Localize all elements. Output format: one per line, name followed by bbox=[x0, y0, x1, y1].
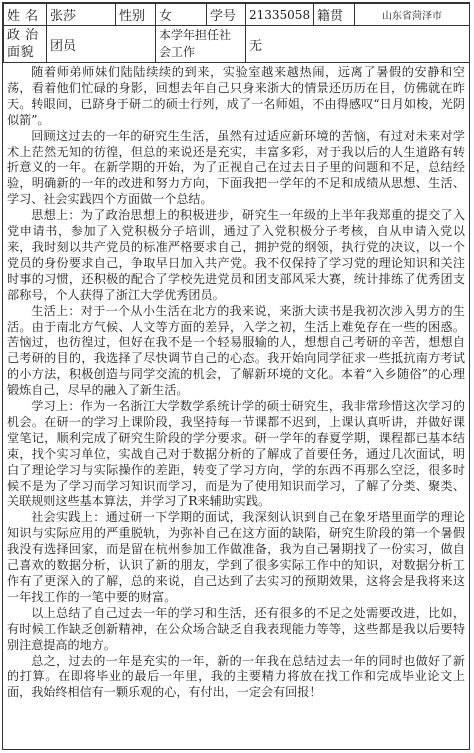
paragraph-study: 学习上：作为一名浙江大学数学系统计学的硕士研究生，我非常珍惜这次学习的机会。在研一的学习上课阶段，我坚持每一节课都不迟到，上课认真听讲，并做好课堂笔记，顺利完成了研究生阶段的学分要求。研一学年的春夏学期，课程都已基本结束，找个实习单位，实战自己对于数据分析的了解成了首要任务，通过几次面试，明白了理论学习与实际操作的差距，转变了学习方向，学的东西不再那么空泛，很多时候不是为了学习而学习知识而学习，而是为了使用知识而学习，了解了分类、聚类、关联规则这些基本算法，并学习了R来辅助实践。 bbox=[7, 399, 465, 509]
paragraph-conclusion: 总之，过去的一年是充实的一年，新的一年我在总结过去一年的同时也做好了新的打算。在即将毕业的最后一年里，我的主要精力将放在找工作和完成毕业论文上面，我始终相信有一颗乐观的心，有付出，一定会有回报！ bbox=[7, 653, 465, 700]
student-id-label: 学号 bbox=[207, 4, 246, 26]
summary-form bbox=[2, 2, 470, 750]
political-status-label: 政 治面貌 bbox=[4, 26, 47, 63]
summary-body bbox=[3, 63, 469, 701]
name-value: 张莎 bbox=[47, 4, 116, 26]
gender-label: 性别 bbox=[116, 4, 156, 26]
social-work-value: 无 bbox=[246, 26, 470, 63]
paragraph-review: 回顾这过去的一年的研究生生活，虽然有过适应新环境的苦恼，有过对未来对学术上茫然无知的彷徨，但总的来说还是充实，丰富多彩，对于我以后的人生道路有转折意义的一年。在新学期的开始，为了正视自己在过去日子里的问题和不足，总结经验，明确新的一年的改进和努力方向，下面我把一学年的不足和成绩从思想、生活、学习、社会实践四个方面做一个总结。 bbox=[7, 128, 465, 207]
info-row-1 bbox=[4, 4, 470, 26]
origin-value: 山东省菏泽市 bbox=[355, 4, 470, 26]
origin-label: 籍贯 bbox=[314, 4, 355, 26]
political-status-value: 团员 bbox=[47, 26, 156, 63]
paragraph-intro: 随着师弟师妹们陆陆续续的到来，实验室越来越热闹，远离了暑假的安静和空荡，看着他们忙碌的身影，回想去年自己只身来浙大的情景还历历在目，仿佛就在昨天。转眼间，已跻身于研二的硕士行列，成了一名师姐，不由得感叹“日月如梭，光阴似箭”。 bbox=[7, 65, 465, 127]
social-work-label: 本学年担任社会工作 bbox=[156, 26, 246, 63]
info-row-2 bbox=[4, 26, 470, 63]
student-id-value: 21335058 bbox=[246, 4, 314, 26]
gender-value: 女 bbox=[156, 4, 207, 26]
name-label: 姓 名 bbox=[4, 4, 47, 26]
paragraph-life: 生活上：对于一个从小生活在北方的我来说，来浙大读书是我初次涉入男方的生活。由于南北方气候、人文等方面的差异，入学之初，生活上难免存在一些的困惑。苦恼过，也彷徨过，但好在我不是一个轻易服输的人，想想自己考研的辛苦，想想自己考研的目的，我选择了尽快调节自己的心态。我开始向同学征求一些抵抗南方考试的小方法，积极创造与同学交流的机会，了解新环境的文化。本着“入乡随俗”的心理锻炼自己，尽早的融入了新生活。 bbox=[7, 303, 465, 398]
paragraph-thought: 思想上：为了政治思想上的积极进步，研究生一年级的上半年我郑重的提交了入党申请书，参加了入党积极分子培训，通过了入党积极分子考核，自从申请入党以来，我时刻以共产党员的标准严格要求自己，拥护党的纲领，执行党的决议，以一个党员的身份要求自己，争取早日加入共产党。我不仅保持了学习党的理论知识和关注时事的习惯，还积极的配合了学校先进党员和团支部风采大赛，统计排练了优秀团支部称号，个人获得了浙江大学优秀团员。 bbox=[7, 208, 465, 302]
student-info-table bbox=[3, 3, 470, 63]
paragraph-practice: 社会实践上：通过研一下学期的面试，我深刻认识到自己在象牙塔里面学的理论知识与实际应用的严重脱轨，为弥补自己在这方面的缺陷，研究生阶段的第一个暑假我没有选择回家，而是留在杭州参加工作做准备，我为自己暑期找了一份实习，做自己喜欢的数据分析，认识了新的朋友，学到了很多实际工作中的知识，对数据分析工作有了更深入的了解，总的来说，自己达到了去实习的预期效果，这将会是我将来这一年找工作的一笔中要的财富。 bbox=[7, 510, 465, 604]
paragraph-shortcomings: 以上总结了自己过去一年的学习和生活，还有很多的不足之处需要改进，比如，有时候工作缺乏创新精神，在公众场合缺乏自我表现能力等等，这些都是我以后要特别注意提高的地方。 bbox=[7, 605, 465, 652]
